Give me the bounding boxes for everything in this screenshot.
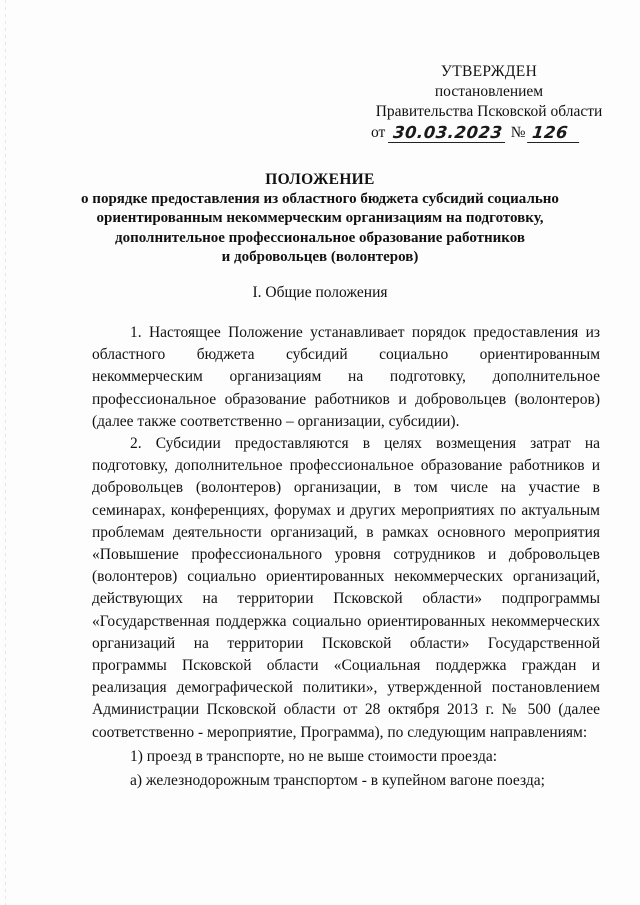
handwritten-number: 126 — [527, 125, 581, 143]
approval-line-3: Правительства Псковской области — [375, 103, 603, 120]
section-title: I. Общие положения — [252, 284, 388, 301]
document-title — [40, 170, 600, 268]
approval-stamp-block — [364, 62, 614, 143]
approval-title: УТВЕРЖДЕН — [440, 63, 538, 80]
approval-date-line — [364, 123, 614, 143]
from-label: от — [371, 124, 386, 141]
paragraph: а) железнодорожным транспортом - в купейном вагоне поезда; — [130, 772, 545, 790]
subtitle-line: ориентированным некоммерческим организациям на подготовку, — [96, 210, 544, 226]
document-body — [92, 322, 600, 792]
approval-line-2: постановлением — [434, 83, 544, 100]
paragraph: 2. Субсидии предоставляются в целях возмещения затрат на подготовку, дополнительное профессиональное образование работников и добровольцев (волонтеров) организации, в том числе на участие в семинарах, конференциях, форумах и других мероприятиях по актуальным проблемам деятельности организаций, в рамках основного мероприятия «Повышение профессионального уровня сотрудников и добровольцев (волонтеров) социально ориентированных некоммерческих организаций, действующих на территории Псковской области» подпрограммы «Государственная поддержка социально ориентированных некоммерческих организаций на территории Псковской области» Государственной программы Псковской области «Социальная поддержка граждан и реализация демографической политики», утвержденной постановлением Администрации Псковской области от 28 октября 2013 г. № 500 (далее соответственно - мероприятие, Программа), по следующим направлениям: — [92, 435, 600, 741]
document-heading: ПОЛОЖЕНИЕ — [265, 171, 375, 188]
subtitle-line: и добровольцев (волонтеров) — [221, 249, 419, 265]
subtitle-line: дополнительное профессиональное образование работников — [115, 229, 525, 246]
scan-edge — [5, 0, 6, 905]
number-label: № — [510, 124, 526, 141]
paragraph: 1) проезд в транспорте, но не выше стоимости проезда: — [130, 747, 498, 765]
paragraph: 1. Настоящее Положение устанавливает порядок предоставления из областного бюджета субсидий социально ориентированным некоммерческим организациям на подготовку, дополнительное профессиональное образование работников и добровольцев (волонтеров) (далее также соответственно – организации, субсидии). — [92, 324, 600, 430]
handwritten-date: 30.03.2023 — [388, 125, 507, 143]
subtitle-line: о порядке предоставления из областного бюджета субсидий социально — [81, 190, 559, 207]
